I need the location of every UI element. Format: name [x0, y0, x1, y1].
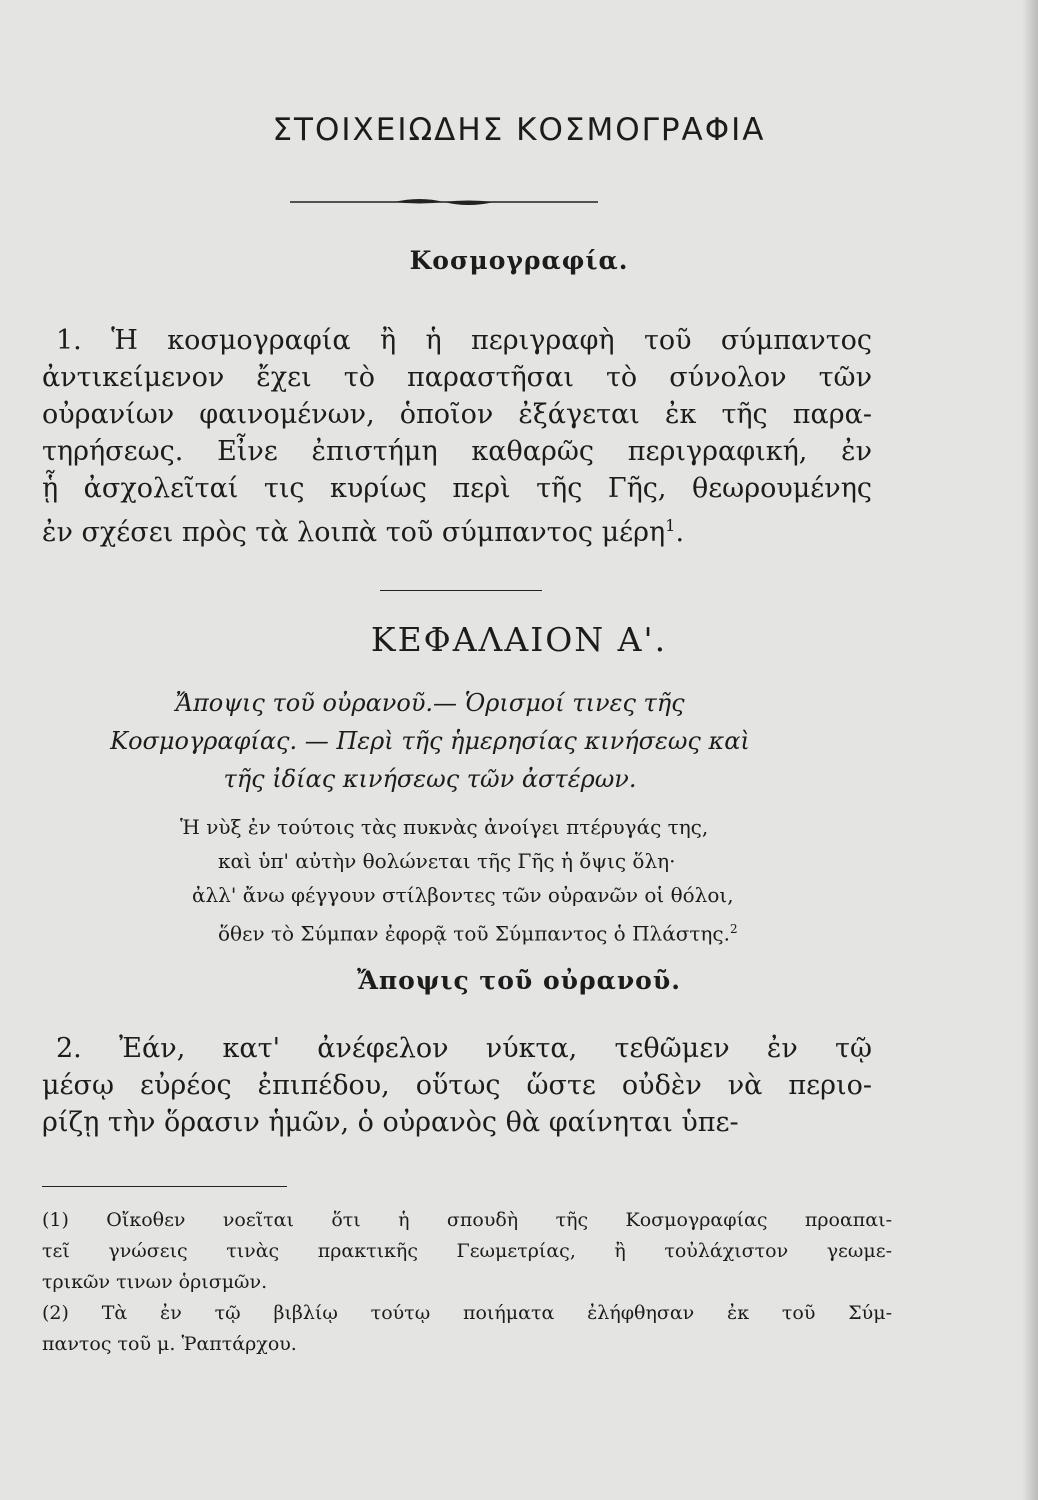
- footnote-marker: 2: [729, 922, 738, 936]
- paragraph-line: 2. Ἐάν, κατ' ἀνέφελον νύκτα, τεθῶμεν ἐν τῷ: [56, 1033, 872, 1064]
- footnote-line: τεῖ γνώσεις τινὰς πρακτικῆς Γεωμετρίας, ἢ τοὐλάχιστον γεωμε-: [42, 1240, 892, 1262]
- footnote-marker: 1: [665, 516, 676, 535]
- paragraph-number: 2.: [56, 1033, 82, 1064]
- paragraph-line: τηρήσεως. Εἶνε ἐπιστήμη καθαρῶς περιγραφική, ἐν: [42, 436, 872, 467]
- poem-line: ἀλλ' ἄνω φέγγουν στίλβοντες τῶν οὐρανῶν οἱ θόλοι,: [192, 883, 734, 907]
- poem-line: Ἡ νὺξ ἐν τούτοις τὰς πυκνὰς ἀνοίγει πτέρυγάς της,: [180, 815, 709, 839]
- page-title: ΣΤΟΙΧΕΙΩΔΗΣ ΚΟΣΜΟΓΡΑΦΙΑ: [272, 112, 766, 148]
- paragraph-line: ᾗ ἀσχολεῖταί τις κυρίως περὶ τῆς Γῆς, θεωρουμένης: [42, 473, 872, 504]
- poem-line: ὅθεν τὸ Σύμπαν ἐφορᾷ τοῦ Σύμπαντος ὁ Πλάστης.$^2$: [218, 921, 738, 946]
- section2-paragraph: [42, 1030, 872, 1141]
- footnote-line: παντος τοῦ μ. Ῥαπτάρχου.: [42, 1333, 297, 1355]
- chapter-heading: ΚΕΦΑΛΑΙΟΝ Α'.: [370, 620, 668, 659]
- paragraph-line: οὐρανίων φαινομένων, ὁποῖον ἐξάγεται ἐκ τῆς παρα-: [42, 399, 872, 430]
- poem-line: καὶ ὑπ' αὐτὴν θολώνεται τῆς Γῆς ἡ ὄψις ὅλη·: [218, 849, 676, 873]
- section-heading-kosmografia: Κοσμογραφία.: [409, 246, 629, 275]
- chapter-summary: [70, 684, 790, 798]
- footnotes: [42, 1205, 892, 1360]
- section-heading-apopsis: Ἄποψις τοῦ οὐρανοῦ.: [357, 966, 681, 995]
- footnote-divider: [42, 1186, 287, 1187]
- chapter-divider: [380, 590, 542, 591]
- paragraph-line: ρίζῃ τὴν ὅρασιν ἡμῶν, ὁ οὐρανὸς θὰ φαίνηται ὑπε-: [42, 1107, 739, 1138]
- footnote-line: (1) Οἴκοθεν νοεῖται ὅτι ἡ σπουδὴ τῆς Κοσμογραφίας προαπαι-: [42, 1209, 892, 1231]
- paragraph-line: ἐν σχέσει πρὸς τὰ λοιπὰ τοῦ σύμπαντος μέρη$^1$.: [42, 516, 685, 548]
- summary-line: Κοσμογραφίας. — Περὶ τῆς ἡμερησίας κινήσεως καὶ: [110, 727, 750, 755]
- footnote-line: (2) Τὰ ἐν τῷ βιβλίῳ τούτῳ ποιήματα ἐλήφθησαν ἐκ τοῦ Σύμ-: [42, 1302, 892, 1324]
- paragraph-line: 1. Ἡ κοσμογραφία ἢ ἡ περιγραφὴ τοῦ σύμπαντος: [56, 325, 873, 356]
- paragraph-line: ἀντικείμενον ἔχει τὸ παραστῆσαι τὸ σύνολον τῶν: [42, 362, 872, 393]
- intro-paragraph: [42, 322, 872, 551]
- summary-line: Ἄποψις τοῦ οὐρανοῦ.— Ὁρισμοί τινες τῆς: [175, 689, 685, 717]
- ornament-divider-icon: [290, 196, 598, 208]
- footnote-line: τρικῶν τινων ὁρισμῶν.: [42, 1271, 268, 1293]
- page-edge-shadow: [1022, 0, 1038, 1500]
- paragraph-line: μέσῳ εὐρέος ἐπιπέδου, οὕτως ὥστε οὐδὲν νὰ περιο-: [42, 1070, 872, 1101]
- paragraph-number: 1.: [56, 325, 82, 356]
- poem-epigraph: [180, 810, 880, 951]
- summary-line: τῆς ἰδίας κινήσεως τῶν ἀστέρων.: [223, 765, 637, 793]
